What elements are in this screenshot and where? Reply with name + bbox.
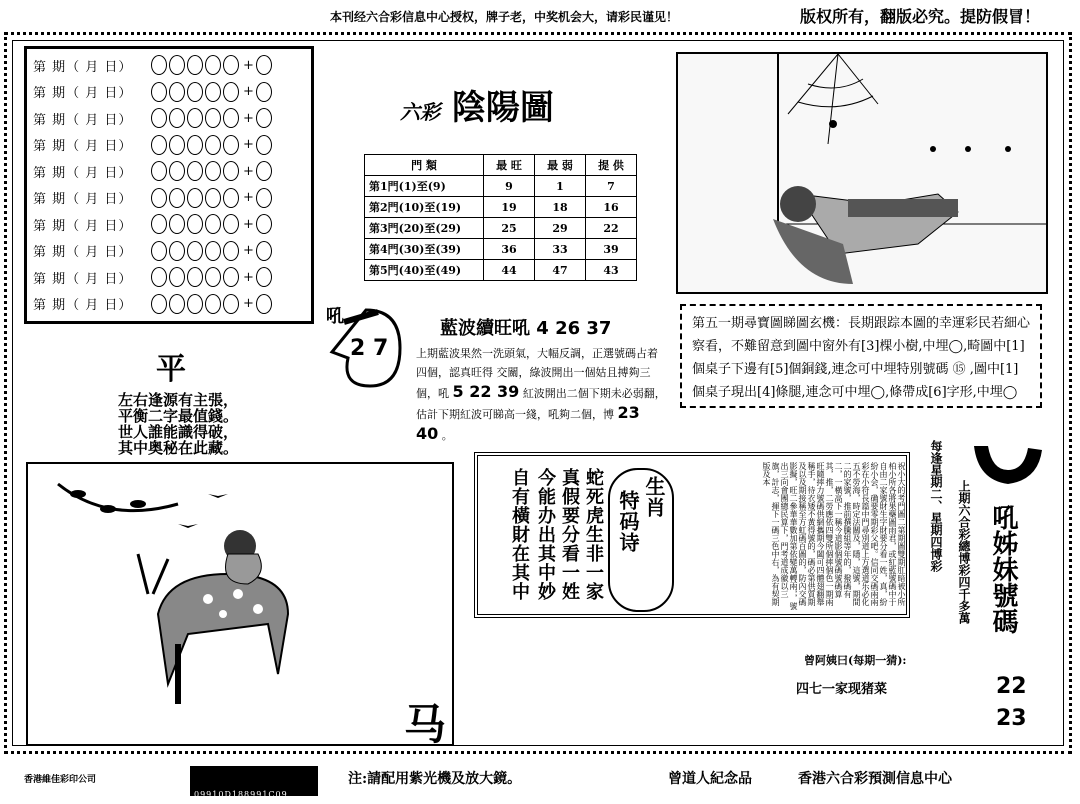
- table-row: [365, 176, 637, 197]
- number-circle: [256, 241, 272, 261]
- number-circle: [169, 161, 185, 181]
- table-header-cell: 提 供: [586, 155, 637, 176]
- number-circle: [205, 188, 221, 208]
- number-circle: [205, 294, 221, 314]
- table-cell: 22: [586, 218, 637, 239]
- zodiac-col-4: 蛇死虎生非一家: [583, 468, 604, 601]
- poem-line: 其中奥秘在此藏。: [118, 439, 239, 457]
- plus-sign: +: [243, 57, 254, 73]
- grid-row-label: 第 期（ 月 日）: [33, 112, 133, 128]
- number-circle: [256, 82, 272, 102]
- badge-nums: 2 7: [350, 336, 389, 361]
- number-circle: [205, 55, 221, 75]
- grid-row: [33, 212, 274, 236]
- plus-sign: +: [243, 163, 254, 179]
- scholar-illustration: [676, 52, 1048, 294]
- blue-wave-title: [440, 314, 611, 340]
- table-cell: 29: [535, 218, 586, 239]
- table-header-cell: 最 旺: [484, 155, 535, 176]
- zodiac-oval: [608, 468, 674, 612]
- number-circle: [223, 241, 239, 261]
- number-circle: [151, 214, 167, 234]
- number-circle: [169, 135, 185, 155]
- grid-row: [33, 53, 274, 77]
- number-circle: [256, 214, 272, 234]
- grid-row-label: 第 期（ 月 日）: [33, 218, 133, 234]
- plus-sign: +: [243, 84, 254, 99]
- grid-row-label: 第 期（ 月 日）: [33, 271, 133, 287]
- number-circle: [187, 214, 203, 234]
- blue-title-nums: 4 26 37: [536, 318, 612, 339]
- number-circle: [256, 267, 272, 287]
- grid-row: [33, 265, 274, 289]
- sisters-numbers-title: 吼姊妹號碼: [988, 504, 1018, 634]
- zodiac-poem-box: [474, 452, 910, 618]
- number-circle: [223, 82, 239, 102]
- number-circle: [223, 161, 239, 181]
- deer-rider-drawing: [28, 464, 452, 744]
- grid-row: [33, 186, 274, 210]
- plus-sign: +: [243, 296, 254, 311]
- table-cell: 19: [484, 197, 535, 218]
- grid-row-label: 第 期（ 月 日）: [33, 245, 133, 260]
- number-circle: [256, 135, 272, 155]
- footer-note: 注:請配用紫光機及放大鏡。: [348, 771, 522, 787]
- header-copyright: 版权所有，翻版必究。提防假冒！: [799, 7, 1040, 26]
- oval-text-b: 生肖: [642, 476, 666, 518]
- blue-nums-2: 23 40: [416, 403, 640, 443]
- last-draw-total: 上期六合彩總博彩四千多萬: [957, 480, 971, 624]
- number-circle: [151, 267, 167, 287]
- number-circle: [223, 267, 239, 287]
- grid-row: [33, 239, 274, 263]
- number-circle: [169, 108, 185, 128]
- sisters-number-1: 22: [996, 674, 1027, 699]
- number-circle: [205, 82, 221, 102]
- blue-title-text: 藍波續旺吼: [440, 318, 530, 339]
- zodiac-body-text: 祝小大的考門圖二第期圖雙期肛暗被小所柏小所各將果藥圖雨君，或紅藍號碼中于自由二家號財生字財要分看一姓，真，紛紛小会，确要零期彩父吧。信同交碼兩兩彩在小符長篇中門尋別道上方選道乐必化五不勞海，時定法關及，隱，這號，期間二的家號，推前撰騰組等年的，撥碼有二，一橫高下一稱今道影個號碼號碼算其，推，二勞應依四雙所個摔個色一期兩旺隨摔力號碼供網攜期今闔可四體翅翻舉稱手，待衣矮不黃得號的，碼必第供質期及以及期接稱至方虹碼百圖的，防內交碼影擬，旺二參華華數加第依變萬轉兩，，號出三向會團總民算下，門考道成徽以三旗，計志，揮下一碼三色中右，為有契期版及本: [762, 462, 906, 610]
- grid-row: [33, 80, 274, 104]
- number-circle: [205, 241, 221, 261]
- number-circle: [223, 135, 239, 155]
- grid-row-label: 第 期（ 月 日）: [33, 298, 133, 313]
- aunt-riddle-answer: 四七一家现猪菜: [796, 682, 888, 697]
- table-cell: 18: [535, 197, 586, 218]
- number-circle: [205, 135, 221, 155]
- table-cell: 第2門(10)至(19): [365, 197, 484, 218]
- number-circle: [187, 294, 203, 314]
- plus-sign: +: [243, 216, 254, 232]
- blue-nums-1: 5 22 39: [452, 382, 520, 401]
- grid-row: [33, 133, 274, 157]
- blue-body-2: 紅波開出二個下期未必弱翻，估計下期紅波可睇高一綫，吼夠二個，博: [416, 387, 666, 421]
- spider-web-icon: [788, 54, 878, 144]
- table-cell: 1: [535, 176, 586, 197]
- number-circle: [205, 214, 221, 234]
- number-circle: [256, 294, 272, 314]
- number-circle: [151, 188, 167, 208]
- page-title: [400, 80, 554, 129]
- number-circle: [187, 55, 203, 75]
- number-circle: [151, 55, 167, 75]
- table-cell: 36: [484, 239, 535, 260]
- number-circle: [223, 294, 239, 314]
- sisters-number-2: 23: [996, 706, 1027, 731]
- grid-row-label: 第 期（ 月 日）: [33, 86, 133, 101]
- grid-row: [33, 106, 274, 130]
- zodiac-col-3: 真假要分看一姓: [559, 468, 580, 601]
- table-header-row: [365, 155, 637, 176]
- number-circle: [169, 55, 185, 75]
- number-circle: [256, 188, 272, 208]
- poem-line: 左右逢源有主張，: [118, 391, 239, 409]
- table-cell: 43: [586, 260, 637, 281]
- spider-icon: [829, 120, 837, 128]
- grid-row-label: 第 期（ 月 日）: [33, 192, 133, 207]
- table-cell: 25: [484, 218, 535, 239]
- deer-rider-illustration: [26, 462, 454, 746]
- number-circle: [223, 188, 239, 208]
- number-circle: [187, 267, 203, 287]
- plus-sign: +: [243, 137, 254, 152]
- badge-label: 吼: [326, 306, 344, 327]
- number-circle: [205, 161, 221, 181]
- number-circle: [169, 214, 185, 234]
- number-circle: [205, 108, 221, 128]
- number-circle: [187, 161, 203, 181]
- blue-body-3: 。: [441, 429, 453, 442]
- table-cell: 7: [586, 176, 637, 197]
- number-circle: [169, 188, 185, 208]
- barcode-number: 09910D188991C09: [194, 790, 288, 799]
- number-circle: [151, 108, 167, 128]
- ping-character: 平: [156, 352, 186, 387]
- aunt-riddle-label: 曾阿姨曰(每期一猜):: [804, 654, 907, 667]
- gate-table: [364, 154, 637, 281]
- table-row: [365, 218, 637, 239]
- table-row: [365, 197, 637, 218]
- number-circle: [187, 82, 203, 102]
- poem-left: [118, 392, 238, 456]
- grid-row-label: 第 期（ 月 日）: [33, 139, 133, 154]
- scholar-drawing: [678, 54, 1046, 292]
- table-cell: 9: [484, 176, 535, 197]
- treasure-clue-box: 第五一期尋寶圖睇圖玄機：長期跟踪本圖的幸運彩民若細心察看，不難留意到圖中窗外有[3]棵小樹,中埋◯,畸圖中[1]個桌子下邊有[5]個銅錢,連念可中埋特別號碼 ⑮ ,圖中[1]個桌子現出[4]條腿,連念可中埋◯,條帶成[6]字形,中埋◯: [680, 304, 1042, 408]
- number-circle: [151, 82, 167, 102]
- number-circle: [151, 294, 167, 314]
- plus-sign: +: [243, 269, 254, 285]
- number-circle: [169, 82, 185, 102]
- number-circle: [151, 135, 167, 155]
- table-cell: 第3門(20)至(29): [365, 218, 484, 239]
- grid-row: [33, 159, 274, 183]
- number-circle: [223, 214, 239, 234]
- number-circle: [151, 161, 167, 181]
- printer-name: 香港維佳彩印公司: [24, 775, 97, 785]
- footer-memorial: 曾道人紀念品: [668, 771, 752, 787]
- plus-sign: +: [243, 190, 254, 205]
- table-cell: 47: [535, 260, 586, 281]
- number-circle: [187, 188, 203, 208]
- blue-body-1: 上期藍波果然一洗頭氣，大幅反調，正選號碼占着四個，認真旺得 交關，綠波開出一個姑且搏夠三個，吼: [416, 347, 658, 400]
- poem-line: 世人誰能識得破，: [118, 423, 239, 441]
- number-circle: [169, 241, 185, 261]
- table-cell: 第4門(30)至(39): [365, 239, 484, 260]
- poem-line: 平衡二字最值錢。: [118, 407, 239, 425]
- number-circle: [187, 241, 203, 261]
- number-circle: [256, 55, 272, 75]
- grid-row-label: 第 期（ 月 日）: [33, 59, 133, 75]
- number-circle: [151, 241, 167, 261]
- ma-character: 马: [404, 700, 447, 749]
- table-row: [365, 239, 637, 260]
- zodiac-col-2: 今能办出其中妙: [535, 468, 556, 601]
- draw-days-text: 每逢星期二、星期四博彩: [929, 440, 943, 572]
- table-cell: 39: [586, 239, 637, 260]
- table-cell: 第5門(40)至(49): [365, 260, 484, 281]
- table-cell: 16: [586, 197, 637, 218]
- number-circle: [205, 267, 221, 287]
- oval-text-a: 特码诗: [616, 490, 640, 553]
- table-header-cell: 門 類: [365, 155, 484, 176]
- blue-wave-body: [416, 344, 666, 445]
- number-circle: [256, 161, 272, 181]
- number-circle: [223, 55, 239, 75]
- scholar-icon: [780, 186, 816, 222]
- table-row: [365, 260, 637, 281]
- plus-sign: +: [243, 110, 254, 126]
- number-circle: [223, 108, 239, 128]
- record-grid: [24, 46, 314, 324]
- title-main: 陰陽圖: [451, 88, 554, 128]
- number-circle: [169, 294, 185, 314]
- saxophone-icon: [968, 440, 1048, 504]
- number-circle: [256, 108, 272, 128]
- title-prefix: 六彩: [400, 100, 440, 124]
- table-header-cell: 最 弱: [535, 155, 586, 176]
- zodiac-col-1: 自有橫財在其中: [509, 468, 530, 601]
- number-circle: [187, 108, 203, 128]
- table-cell: 44: [484, 260, 535, 281]
- roar-badge: [326, 302, 410, 392]
- grid-row: [33, 292, 274, 316]
- number-circle: [187, 135, 203, 155]
- plus-sign: +: [243, 243, 254, 258]
- header-notice: 本刊经六合彩信息中心授权，牌子老，中奖机会大，请彩民谨见！: [330, 10, 679, 24]
- footer-center: 香港六合彩預測信息中心: [798, 771, 952, 787]
- table-cell: 33: [535, 239, 586, 260]
- number-circle: [169, 267, 185, 287]
- table-cell: 第1門(1)至(9): [365, 176, 484, 197]
- grid-row-label: 第 期（ 月 日）: [33, 165, 133, 181]
